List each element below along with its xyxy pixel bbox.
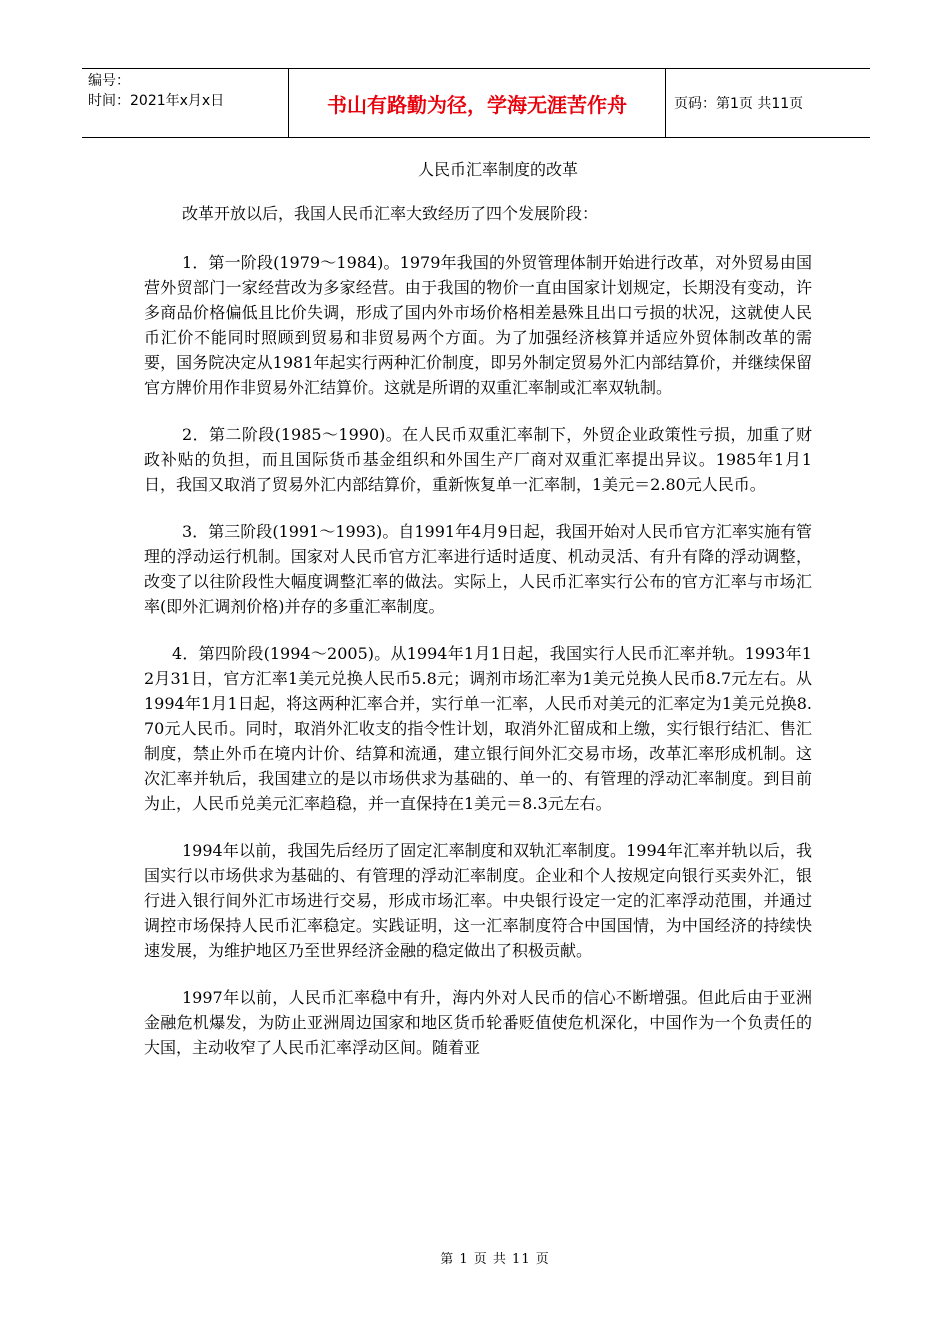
paragraph-stage-1: 1．第一阶段(1979～1984)。1979年我国的外贸管理体制开始进行改革，对外贸易由国营外贸部门一家经营改为多家经营。由于我国的物价一直由国家计划规定，长期没有变动，许多商品价格偏低且比价失调，形成了国内外市场价格相差悬殊且出口亏损的状况，这就使人民币汇价不能同时照顾到贸易和非贸易两个方面。为了加强经济核算并适应外贸体制改革的需要，国务院决定从1981年起实行两种汇价制度，即另外制定贸易外汇内部结算价，并继续保留官方牌价用作非贸易外汇结算价。这就是所谓的双重汇率制或汇率双轨制。 bbox=[144, 253, 812, 397]
paragraph-before-1997: 1997年以前，人民币汇率稳中有升，海内外对人民币的信心不断增强。但此后由于亚洲金融危机爆发，为防止亚洲周边国家和地区货币轮番贬值使危机深化，中国作为一个负责任的大国，主动收窄了人民币汇率浮动区间。随着亚 bbox=[144, 988, 812, 1057]
document-body bbox=[144, 155, 812, 1082]
paragraph-before-1994: 1994年以前，我国先后经历了固定汇率制度和双轨汇率制度。1994年汇率并轨以后，我国实行以市场供求为基础的、有管理的浮动汇率制度。企业和个人按规定向银行买卖外汇，银行进入银行间外汇市场进行交易，形成市场汇率。中央银行设定一定的汇率浮动范围，并通过调控市场保持人民币汇率稳定。实践证明，这一汇率制度符合中国国情，为中国经济的持续快速发展，为维护地区乃至世界经济金融的稳定做出了积极贡献。 bbox=[144, 841, 812, 960]
document-title: 人民币汇率制度的改革 bbox=[417, 160, 578, 179]
header-meta bbox=[82, 69, 289, 137]
document-time-label: 时间：2021年x月x日 bbox=[88, 93, 225, 109]
page-header bbox=[82, 68, 870, 138]
paragraph-stage-2: 2．第二阶段(1985～1990)。在人民币双重汇率制下，外贸企业政策性亏损，加重了财政补贴的负担，而且国际货币基金组织和外国生产厂商对双重汇率提出异议。1985年1月1日，我国又取消了贸易外汇内部结算价，重新恢复单一汇率制，1美元＝2.80元人民币。 bbox=[144, 425, 812, 494]
paragraph-stage-4: 4．第四阶段(1994～2005)。从1994年1月1日起，我国实行人民币汇率并轨。1993年12月31日，官方汇率1美元兑换人民币5.8元；调剂市场汇率为1美元兑换人民币8.7元左右。从1994年1月1日起，将这两种汇率合并，实行单一汇率，人民币对美元的汇率定为1美元兑换8.70元人民币。同时，取消外汇收支的指令性计划，取消外汇留成和上缴，实行银行结汇、售汇制度，禁止外币在境内计价、结算和流通，建立银行间外汇交易市场，改革汇率形成机制。这次汇率并轨后，我国建立的是以市场供求为基础的、单一的、有管理的浮动汇率制度。到目前为止，人民币兑美元汇率趋稳，并一直保持在1美元＝8.3元左右。 bbox=[144, 644, 812, 813]
header-page-number: 页码：第1页 共11页 bbox=[674, 96, 804, 112]
header-motto: 书山有路勤为径，学海无涯苦作舟 bbox=[289, 69, 666, 137]
page-footer: 第 1 页 共 11 页 bbox=[440, 1252, 550, 1267]
paragraph-stage-3: 3．第三阶段(1991～1993)。自1991年4月9日起，我国开始对人民币官方汇率实施有管理的浮动运行机制。国家对人民币官方汇率进行适时适度、机动灵活、有升有降的浮动调整，改变了以往阶段性大幅度调整汇率的做法。实际上，人民币汇率实行公布的官方汇率与市场汇率(即外汇调剂价格)并存的多重汇率制度。 bbox=[144, 522, 812, 616]
paragraph-intro: 改革开放以后，我国人民币汇率大致经历了四个发展阶段： bbox=[182, 204, 599, 223]
document-number-label: 编号： bbox=[88, 73, 130, 89]
